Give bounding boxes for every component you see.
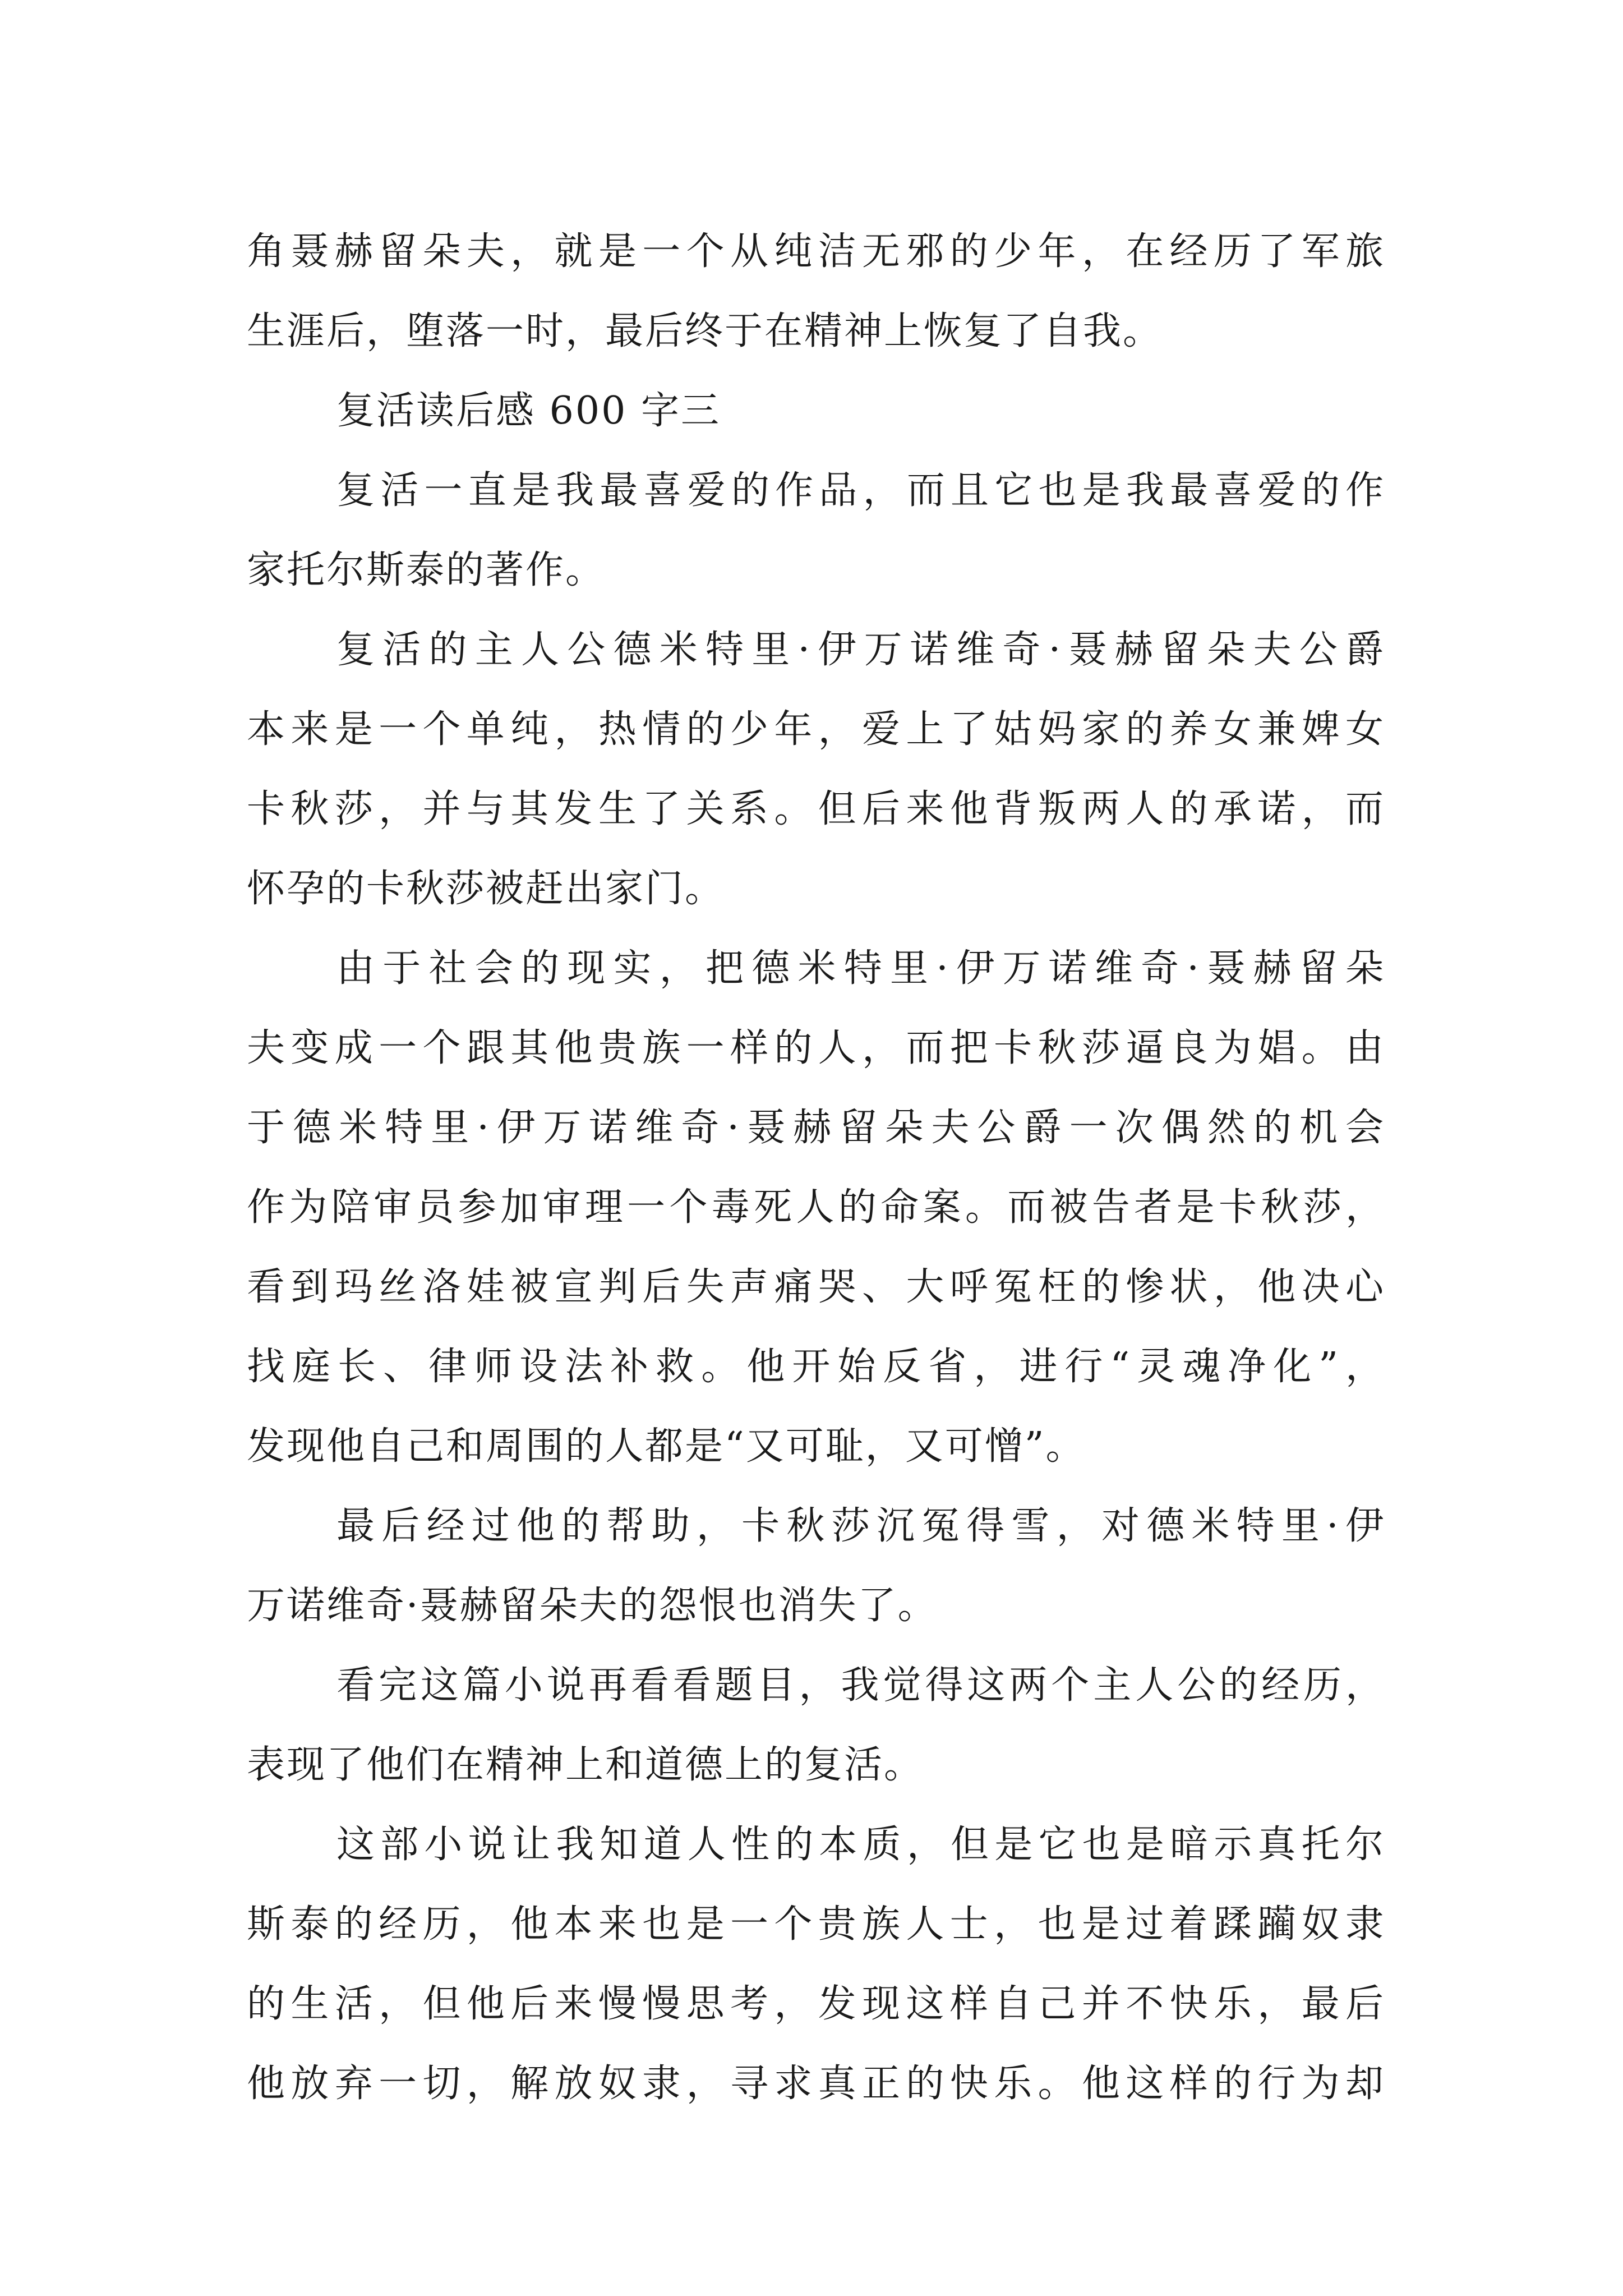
text-line: 他放弃一切，解放奴隶，寻求真正的快乐。他这样的行为却 <box>247 2062 1385 2106</box>
text-line: 复活一直是我最喜爱的作品，而且它也是我最喜爱的作 <box>336 468 1385 513</box>
text-line: 家托尔斯泰的著作。 <box>247 548 606 592</box>
text-line: 看到玛丝洛娃被宣判后失声痛哭、大呼冤枉的惨状，他决心 <box>247 1265 1385 1309</box>
text-line: 看完这篇小说再看看题目，我觉得这两个主人公的经历， <box>336 1663 1385 1708</box>
text-line: 最后经过他的帮助，卡秋莎沉冤得雪，对德米特里·伊 <box>336 1504 1385 1548</box>
text-line: 生涯后，堕落一时，最后终于在精神上恢复了自我。 <box>247 309 1163 353</box>
text-line: 卡秋莎，并与其发生了关系。但后来他背叛两人的承诺，而 <box>247 787 1385 831</box>
text-line: 夫变成一个跟其他贵族一样的人，而把卡秋莎逼良为娼。由 <box>247 1026 1385 1070</box>
section-heading: 复活读后感 600 字三 <box>336 389 721 433</box>
text-line: 斯泰的经历，他本来也是一个贵族人士，也是过着蹂躏奴隶 <box>247 1902 1385 1947</box>
body-text <box>247 212 1385 2124</box>
text-line: 表现了他们在精神上和道德上的复活。 <box>247 1743 924 1787</box>
text-line: 发现他自己和周围的人都是“又可耻，又可憎”。 <box>247 1424 1086 1469</box>
text-line: 找庭长、律师设法补救。他开始反省，进行“灵魂净化”， <box>247 1345 1385 1389</box>
text-line: 作为陪审员参加审理一个毒死人的命案。而被告者是卡秋莎， <box>247 1185 1385 1230</box>
text-line: 万诺维奇·聂赫留朵夫的怨恨也消失了。 <box>247 1584 938 1628</box>
text-line: 怀孕的卡秋莎被赶出家门。 <box>247 867 725 911</box>
text-line: 由于社会的现实，把德米特里·伊万诺维奇·聂赫留朵 <box>336 946 1385 991</box>
text-line: 复活的主人公德米特里·伊万诺维奇·聂赫留朵夫公爵 <box>336 628 1385 672</box>
text-line: 这部小说让我知道人性的本质，但是它也是暗示真托尔 <box>336 1823 1385 1867</box>
text-line: 于德米特里·伊万诺维奇·聂赫留朵夫公爵一次偶然的机会 <box>247 1106 1385 1150</box>
text-line: 的生活，但他后来慢慢思考，发现这样自己并不快乐，最后 <box>247 1982 1385 2026</box>
text-line: 角聂赫留朵夫，就是一个从纯洁无邪的少年，在经历了军旅 <box>247 229 1385 274</box>
text-line: 本来是一个单纯，热情的少年，爱上了姑妈家的养女兼婢女 <box>247 707 1385 752</box>
